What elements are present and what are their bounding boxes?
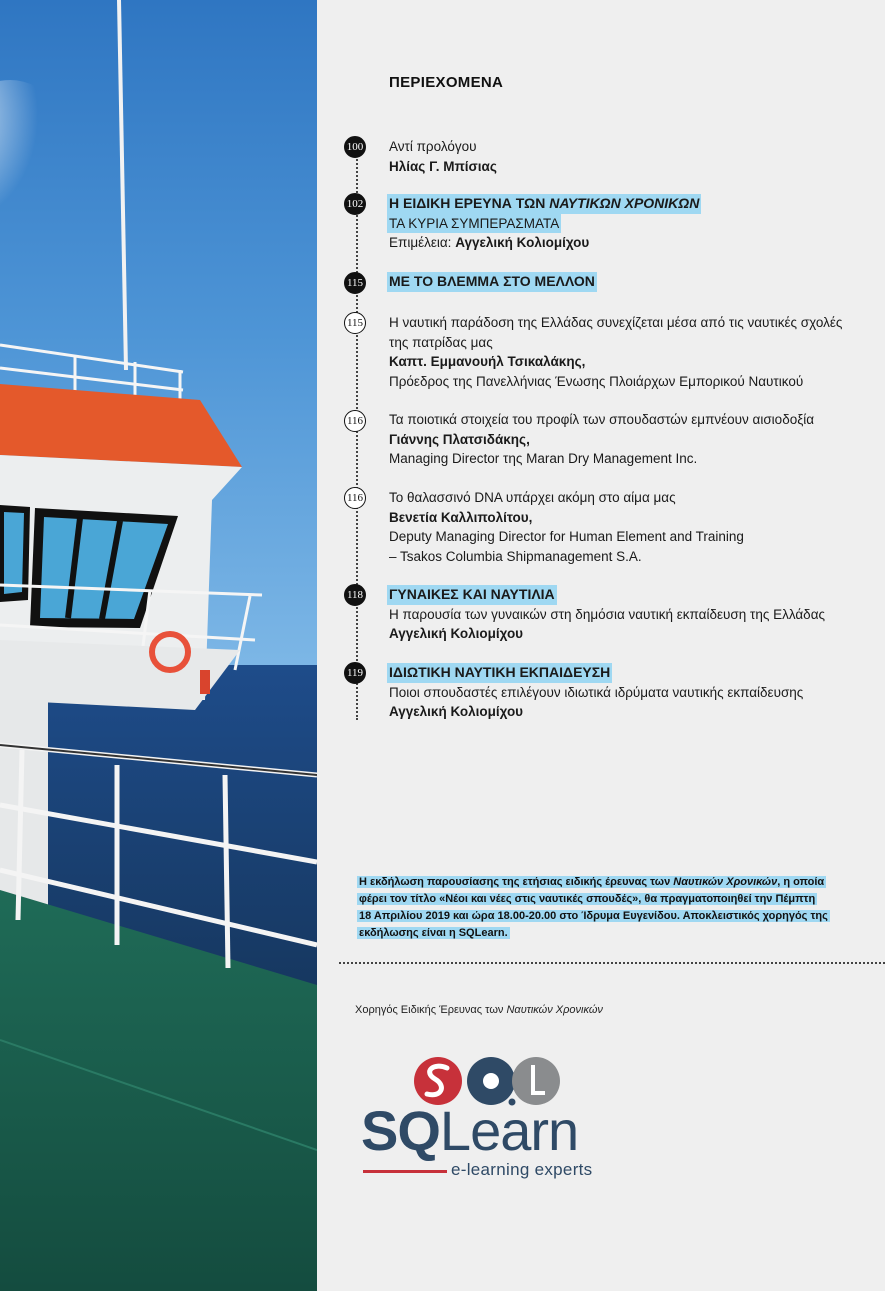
toc-entry[interactable] — [389, 313, 879, 391]
toc-entry[interactable] — [389, 585, 879, 644]
page-number-badge: 119 — [344, 662, 366, 684]
entry-author: Βενετία Καλλιπολίτου, — [389, 509, 533, 525]
entry-title: Ποιοι σπουδαστές επιλέγουν ιδιωτικά ιδρύματα ναυτικής εκπαίδευσης — [389, 684, 804, 700]
page-number-badge: 116 — [344, 487, 366, 509]
entry-author: Ηλίας Γ. Μπίσιας — [389, 158, 497, 174]
toc-entry[interactable] — [389, 488, 879, 566]
entry-title: Αντί προλόγου — [389, 139, 477, 154]
page-title: ΠΕΡΙΕΧΟΜΕΝΑ — [389, 74, 504, 91]
entry-title: Τα ποιοτικά στοιχεία του προφίλ των σπουδαστών εμπνέουν αισιοδοξία — [389, 412, 815, 427]
entry-author: Καπτ. Εμμανουήλ Τσικαλάκης, — [389, 354, 586, 369]
page-number-badge: 102 — [344, 193, 366, 215]
sponsor-label: Χορηγός Ειδικής Έρευνας των Ναυτικών Χρονικών — [355, 1004, 603, 1016]
page-number-badge: 116 — [344, 410, 366, 432]
entry-author: Αγγελική Κολιομίχου — [389, 704, 524, 719]
toc-entry[interactable] — [389, 272, 879, 292]
timeline-line — [356, 148, 358, 720]
logo-underline — [363, 1170, 447, 1173]
page-number-badge: 100 — [344, 136, 366, 158]
entry-author: Αγγελική Κολιομίχου — [389, 626, 524, 641]
dotted-separator — [339, 962, 885, 964]
logo-wordmark: SQLearn — [361, 1099, 579, 1162]
page-number-badge: 118 — [344, 584, 366, 606]
section-title: ΓΥΝΑΙΚΕΣ ΚΑΙ ΝΑΥΤΙΛΙΑ — [387, 585, 557, 605]
toc-entry[interactable] — [389, 663, 879, 722]
entry-title: Το θαλασσινό DNA υπάρχει ακόμη στο αίμα μας — [389, 490, 676, 505]
section-title: ΜΕ ΤΟ ΒΛΕΜΜΑ ΣΤΟ ΜΕΛΛΟΝ — [387, 272, 597, 292]
ship-photo — [0, 0, 317, 1291]
section-title: ΙΔΙΩΤΙΚΗ ΝΑΥΤΙΚΗ ΕΚΠΑΙΔΕΥΣΗ — [387, 663, 612, 683]
logo-tagline: e-learning experts — [451, 1160, 593, 1179]
entry-editor: Επιμέλεια: Αγγελική Κολιομίχου — [389, 235, 590, 250]
page-number-badge: 115 — [344, 272, 366, 294]
section-subtitle: ΤΑ ΚΥΡΙΑ ΣΥΜΠΕΡΑΣΜΑΤΑ — [387, 214, 561, 234]
entry-role: – Tsakos Columbia Shipmanagement S.A. — [389, 548, 642, 564]
entry-role: Deputy Managing Director for Human Element and Training — [389, 529, 744, 544]
section-title: Η ΕΙΔΙΚΗ ΕΡΕΥΝΑ ΤΩΝ ΝΑΥΤΙΚΩΝ ΧΡΟΝΙΚΩΝ — [387, 194, 701, 214]
entry-title: Η ναυτική παράδοση της Ελλάδας συνεχίζεται μέσα από τις ναυτικές σχολές — [389, 315, 843, 330]
logo-l-circle — [512, 1057, 560, 1105]
entry-role: Managing Director της Maran Dry Management Inc. — [389, 451, 698, 466]
entry-title: Η παρουσία των γυναικών στη δημόσια ναυτική εκπαίδευση της Ελλάδας — [389, 606, 826, 622]
contents-column — [317, 0, 885, 1291]
entry-title: της πατρίδας μας — [389, 334, 493, 350]
toc-entry[interactable] — [389, 410, 879, 469]
entry-role: Πρόεδρος της Πανελλήνιας Ένωσης Πλοιάρχων Εμπορικού Ναυτικού — [389, 373, 804, 389]
sqlearn-logo[interactable] — [361, 1048, 611, 1182]
entry-author: Γιάννης Πλατσιδάκης, — [389, 431, 530, 447]
event-announcement: Η εκδήλωση παρουσίασης της ετήσιας ειδικής έρευνας των Ναυτικών Χρονικών, η οποία φέρει τον τίτλο «Νέοι και νέες στις ναυτικές σπουδές», θα πραγματοποιηθεί την Πέμπτη 18 Απριλίου 2019 και ώρα 18.00-20.00 στο Ίδρυμα Ευγενίδου. Αποκλειστικός χορηγός της εκδήλωσης είναι η SQLearn. — [359, 876, 828, 939]
toc-entry[interactable] — [389, 194, 879, 253]
page-number-badge: 115 — [344, 312, 366, 334]
toc-entry[interactable] — [389, 137, 879, 176]
